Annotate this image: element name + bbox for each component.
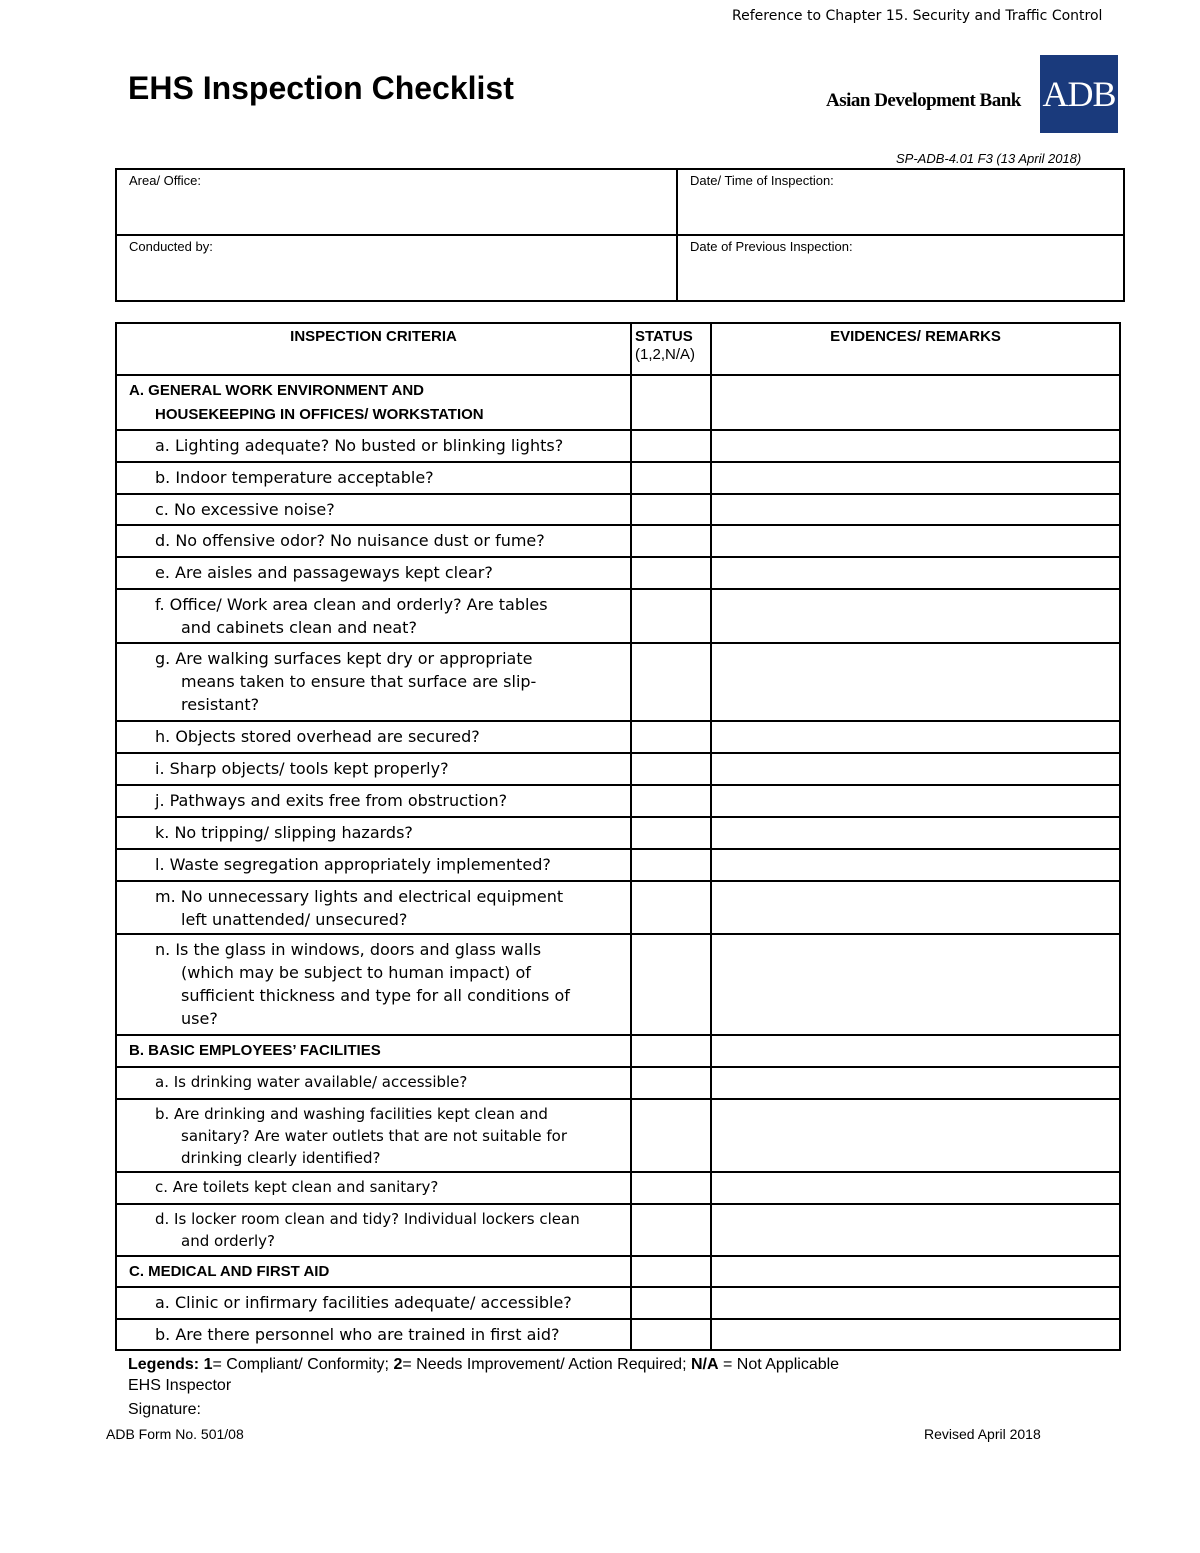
- criteria-header: INSPECTION CRITERIA: [116, 323, 631, 375]
- criteria-cell: i. Sharp objects/ tools kept properly?: [116, 753, 631, 785]
- table-row: [116, 1099, 1120, 1172]
- legend-key-2: 2: [393, 1356, 403, 1373]
- prev-inspection-field[interactable]: [677, 235, 1124, 301]
- remarks-cell[interactable]: [711, 785, 1120, 817]
- status-header: [631, 323, 711, 375]
- chapter-reference: Reference to Chapter 15. Security and Traffic Control: [732, 8, 1103, 24]
- table-row: [116, 589, 1120, 643]
- criteria-cell: a. Lighting adequate? No busted or blinking lights?: [116, 430, 631, 462]
- status-header-label: STATUS: [635, 328, 693, 345]
- table-row: [116, 785, 1120, 817]
- criteria-line: m. No unnecessary lights and electrical equipment: [155, 887, 564, 906]
- status-cell[interactable]: [631, 721, 711, 753]
- remarks-cell[interactable]: [711, 1099, 1120, 1172]
- section-a-title: [116, 375, 631, 430]
- table-row: [116, 1067, 1120, 1099]
- remarks-cell[interactable]: [711, 934, 1120, 1035]
- remarks-cell[interactable]: [711, 1172, 1120, 1204]
- status-cell[interactable]: [631, 557, 711, 589]
- criteria-cell: a. Clinic or infirmary facilities adequate/ accessible?: [116, 1287, 631, 1319]
- criteria-cell: [116, 643, 631, 721]
- status-cell[interactable]: [631, 785, 711, 817]
- status-cell[interactable]: [631, 1172, 711, 1204]
- status-cell[interactable]: [631, 589, 711, 643]
- status-cell[interactable]: [631, 1035, 711, 1067]
- table-row: [116, 849, 1120, 881]
- criteria-cell: a. Is drinking water available/ accessible?: [116, 1067, 631, 1099]
- remarks-cell[interactable]: [711, 589, 1120, 643]
- table-row: [116, 1319, 1120, 1350]
- criteria-line: d. Is locker room clean and tidy? Individual lockers clean: [155, 1210, 580, 1228]
- table-row: [116, 430, 1120, 462]
- remarks-cell[interactable]: [711, 375, 1120, 430]
- page-title: EHS Inspection Checklist: [128, 70, 514, 106]
- section-row: [116, 1035, 1120, 1067]
- criteria-line: f. Office/ Work area clean and orderly? Are tables: [155, 595, 548, 614]
- status-cell[interactable]: [631, 1287, 711, 1319]
- status-cell[interactable]: [631, 1319, 711, 1350]
- criteria-line: drinking clearly identified?: [181, 1149, 381, 1167]
- inspector-label: EHS Inspector: [128, 1377, 232, 1394]
- legend-text-na: = Not Applicable: [722, 1356, 840, 1373]
- conducted-by-label: Conducted by:: [129, 239, 213, 254]
- remarks-cell[interactable]: [711, 1287, 1120, 1319]
- criteria-cell: h. Objects stored overhead are secured?: [116, 721, 631, 753]
- section-row: [116, 1256, 1120, 1287]
- legend-key-1: 1: [203, 1356, 213, 1373]
- criteria-cell: [116, 934, 631, 1035]
- area-office-field[interactable]: [116, 169, 677, 235]
- remarks-cell[interactable]: [711, 1067, 1120, 1099]
- table-row: [116, 1287, 1120, 1319]
- table-row: [116, 1172, 1120, 1204]
- section-b-title: B. BASIC EMPLOYEES’ FACILITIES: [116, 1035, 631, 1067]
- section-a-line1: A. GENERAL WORK ENVIRONMENT AND: [129, 382, 425, 399]
- bank-name: Asian Development Bank: [826, 90, 1021, 111]
- remarks-cell[interactable]: [711, 462, 1120, 494]
- table-header-row: [116, 323, 1120, 375]
- criteria-cell: b. Indoor temperature acceptable?: [116, 462, 631, 494]
- criteria-cell: k. No tripping/ slipping hazards?: [116, 817, 631, 849]
- remarks-cell[interactable]: [711, 643, 1120, 721]
- remarks-cell[interactable]: [711, 494, 1120, 525]
- legend-text-2: = Needs Improvement/ Action Required;: [402, 1356, 687, 1373]
- status-cell[interactable]: [631, 643, 711, 721]
- remarks-header: EVIDENCES/ REMARKS: [711, 323, 1120, 375]
- status-cell[interactable]: [631, 1099, 711, 1172]
- status-cell[interactable]: [631, 494, 711, 525]
- table-row: [116, 494, 1120, 525]
- criteria-line: resistant?: [181, 695, 260, 714]
- criteria-cell: l. Waste segregation appropriately implemented?: [116, 849, 631, 881]
- remarks-cell[interactable]: [711, 525, 1120, 557]
- date-time-field[interactable]: [677, 169, 1124, 235]
- criteria-cell: [116, 881, 631, 934]
- status-cell[interactable]: [631, 462, 711, 494]
- conducted-by-field[interactable]: [116, 235, 677, 301]
- criteria-cell: d. No offensive odor? No nuisance dust or fume?: [116, 525, 631, 557]
- criteria-cell: [116, 589, 631, 643]
- table-row: [116, 753, 1120, 785]
- criteria-cell: j. Pathways and exits free from obstruction?: [116, 785, 631, 817]
- status-cell[interactable]: [631, 1256, 711, 1287]
- status-cell[interactable]: [631, 525, 711, 557]
- legend-text-1: = Compliant/ Conformity;: [212, 1356, 389, 1373]
- status-cell[interactable]: [631, 375, 711, 430]
- legend-label: Legends:: [128, 1356, 200, 1373]
- criteria-cell: [116, 1204, 631, 1256]
- section-row: [116, 375, 1120, 430]
- section-a-line2: HOUSEKEEPING IN OFFICES/ WORKSTATION: [155, 406, 484, 423]
- legend: [128, 1356, 839, 1374]
- remarks-cell[interactable]: [711, 753, 1120, 785]
- criteria-line: use?: [181, 1009, 218, 1028]
- legend-key-na: N/A: [690, 1356, 719, 1373]
- status-cell[interactable]: [631, 817, 711, 849]
- criteria-line: (which may be subject to human impact) of: [181, 963, 531, 982]
- criteria-cell: [116, 1099, 631, 1172]
- status-cell[interactable]: [631, 1067, 711, 1099]
- remarks-cell[interactable]: [711, 1256, 1120, 1287]
- area-office-label: Area/ Office:: [129, 173, 202, 188]
- criteria-cell: c. Are toilets kept clean and sanitary?: [116, 1172, 631, 1204]
- criteria-line: means taken to ensure that surface are slip-: [181, 672, 537, 691]
- status-cell[interactable]: [631, 1204, 711, 1256]
- info-table: [115, 168, 1125, 302]
- criteria-cell: b. Are there personnel who are trained in first aid?: [116, 1319, 631, 1350]
- remarks-cell[interactable]: [711, 1319, 1120, 1350]
- revision-date: Revised April 2018: [924, 1426, 1041, 1442]
- status-header-sub: (1,2,N/A): [635, 346, 696, 363]
- status-cell[interactable]: [631, 881, 711, 934]
- table-row: [116, 462, 1120, 494]
- table-row: [116, 557, 1120, 589]
- form-code: SP-ADB-4.01 F3 (13 April 2018): [896, 151, 1082, 166]
- status-cell[interactable]: [631, 430, 711, 462]
- status-cell[interactable]: [631, 753, 711, 785]
- table-row: [116, 1204, 1120, 1256]
- signature-label: Signature:: [128, 1401, 201, 1418]
- remarks-cell[interactable]: [711, 817, 1120, 849]
- remarks-cell[interactable]: [711, 881, 1120, 934]
- remarks-cell[interactable]: [711, 1035, 1120, 1067]
- section-c-title: C. MEDICAL AND FIRST AID: [116, 1256, 631, 1287]
- table-row: [116, 817, 1120, 849]
- inspection-table: [115, 322, 1121, 1351]
- table-row: [116, 525, 1120, 557]
- criteria-cell: c. No excessive noise?: [116, 494, 631, 525]
- remarks-cell[interactable]: [711, 849, 1120, 881]
- date-time-label: Date/ Time of Inspection:: [690, 173, 834, 188]
- criteria-line: and orderly?: [181, 1232, 275, 1250]
- criteria-cell: e. Are aisles and passageways kept clear?: [116, 557, 631, 589]
- form-number: ADB Form No. 501/08: [106, 1426, 244, 1442]
- criteria-line: g. Are walking surfaces kept dry or appropriate: [155, 649, 533, 668]
- table-row: [116, 721, 1120, 753]
- criteria-line: n. Is the glass in windows, doors and glass walls: [155, 940, 542, 959]
- criteria-line: and cabinets clean and neat?: [181, 618, 417, 637]
- remarks-cell[interactable]: [711, 1204, 1120, 1256]
- remarks-cell[interactable]: [711, 721, 1120, 753]
- criteria-line: sanitary? Are water outlets that are not suitable for: [181, 1127, 568, 1145]
- remarks-cell[interactable]: [711, 430, 1120, 462]
- status-cell[interactable]: [631, 934, 711, 1035]
- status-cell[interactable]: [631, 849, 711, 881]
- criteria-line: left unattended/ unsecured?: [181, 910, 408, 929]
- remarks-cell[interactable]: [711, 557, 1120, 589]
- criteria-line: b. Are drinking and washing facilities kept clean and: [155, 1105, 548, 1123]
- criteria-line: sufficient thickness and type for all conditions of: [181, 986, 570, 1005]
- table-row: [116, 934, 1120, 1035]
- table-row: [116, 643, 1120, 721]
- prev-inspection-label: Date of Previous Inspection:: [690, 239, 853, 254]
- adb-logo: ADB: [1040, 55, 1118, 133]
- table-row: [116, 881, 1120, 934]
